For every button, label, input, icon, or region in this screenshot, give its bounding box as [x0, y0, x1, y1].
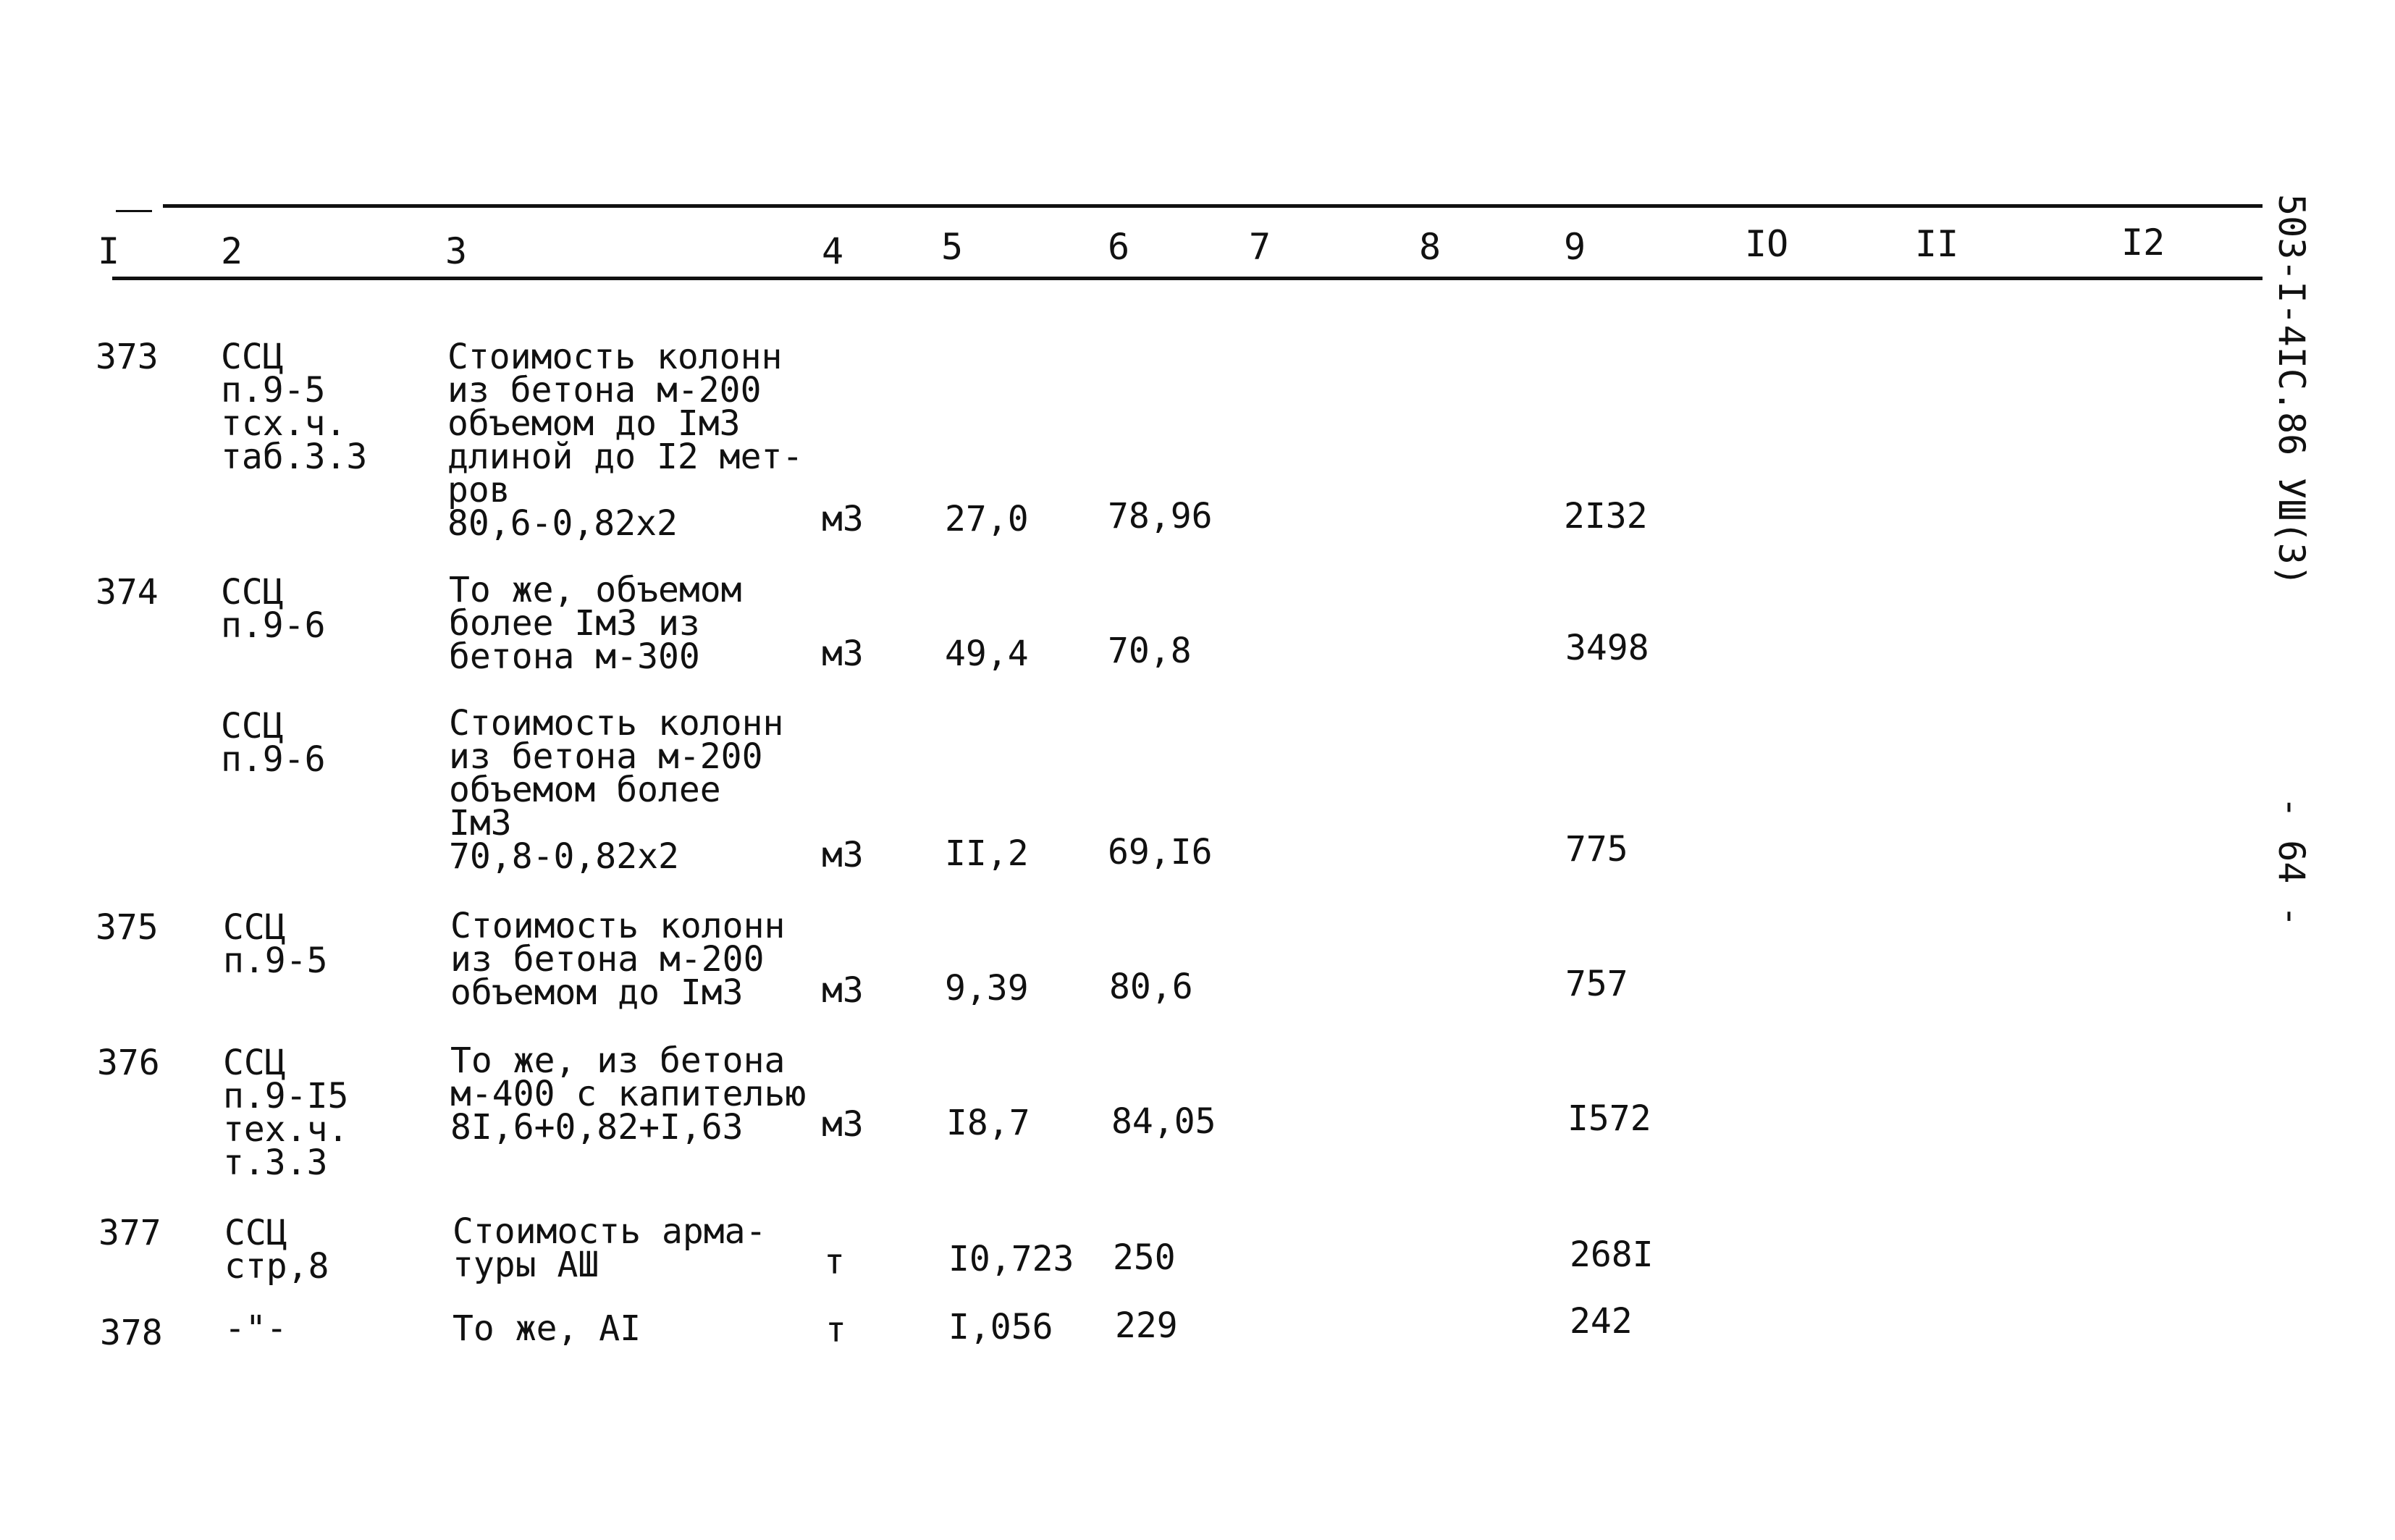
- row-total: I572: [1567, 1098, 1651, 1139]
- row-number: 373: [96, 337, 159, 377]
- row-description: Стоимость колонн из бетона м-200 объемом более Iм3 70,8-0,82x2: [449, 703, 784, 877]
- row-total: 268I: [1570, 1234, 1654, 1275]
- row-unit-price: 80,6: [1109, 967, 1193, 1007]
- header-col-2: 2: [221, 230, 243, 272]
- header-col-4: 4: [822, 230, 844, 272]
- row-unit: т: [825, 1310, 846, 1350]
- row-description: То же, из бетона м-400 с капителью 8I,6+0,82+I,63: [450, 1040, 807, 1148]
- row-unit: м3: [822, 835, 864, 875]
- row-quantity: I8,7: [946, 1103, 1030, 1143]
- row-description: То же, объемом более Iм3 из бетона м-300: [449, 570, 742, 677]
- row-number: 377: [98, 1213, 161, 1253]
- header-col-10: IO: [1745, 223, 1789, 265]
- row-source: ССЦ п.9-6: [221, 706, 326, 780]
- top-rule: [163, 204, 2263, 208]
- header-col-8: 8: [1419, 226, 1441, 268]
- row-source: ССЦ п.9-5: [223, 907, 328, 981]
- row-source: ССЦ п.9-5 тсх.ч. таб.3.3: [221, 337, 368, 477]
- header-col-1: I: [98, 230, 120, 272]
- header-col-6: 6: [1108, 226, 1130, 268]
- row-total: 3498: [1565, 628, 1649, 668]
- row-total: 775: [1565, 829, 1628, 870]
- row-quantity: I0,723: [948, 1239, 1074, 1279]
- row-unit-price: 69,I6: [1108, 832, 1213, 872]
- row-unit-price: 84,05: [1111, 1101, 1216, 1142]
- row-source: ССЦ стр,8: [224, 1213, 329, 1287]
- row-unit-price: 78,96: [1108, 496, 1213, 537]
- document-code: 503-I-4IC.86 УШ(3): [2270, 194, 2312, 586]
- row-total: 2I32: [1564, 496, 1648, 537]
- row-number: 378: [100, 1313, 163, 1353]
- row-source: ССЦ п.9-6: [221, 572, 326, 646]
- row-description: Стоимость арма- туры АШ: [453, 1211, 767, 1285]
- row-unit: м3: [822, 1104, 864, 1145]
- header-col-7: 7: [1249, 226, 1271, 268]
- row-quantity: II,2: [945, 833, 1029, 874]
- header-col-9: 9: [1564, 226, 1586, 268]
- header-col-11: II: [1915, 223, 1959, 265]
- row-total: 242: [1570, 1301, 1633, 1342]
- header-bottom-rule: [112, 277, 2263, 280]
- row-unit-price: 229: [1115, 1305, 1178, 1346]
- row-quantity: 9,39: [945, 968, 1029, 1009]
- row-quantity: I,056: [948, 1307, 1053, 1347]
- row-unit: т: [824, 1242, 845, 1282]
- page-number: - 64 -: [2270, 796, 2312, 927]
- header-col-12: I2: [2121, 222, 2165, 264]
- row-unit: м3: [822, 499, 864, 539]
- row-unit-price: 250: [1113, 1237, 1176, 1278]
- row-description: Стоимость колонн из бетона м-200 объемом до Iм3 длиной до I2 мет- ров 80,6-0,82x2: [447, 337, 804, 544]
- row-number: 375: [96, 907, 159, 948]
- row-total: 757: [1565, 964, 1628, 1004]
- row-source: ССЦ п.9-I5 тех.ч. т.3.3: [223, 1043, 349, 1183]
- row-unit-price: 70,8: [1108, 631, 1192, 671]
- row-quantity: 27,0: [945, 499, 1029, 539]
- row-unit: м3: [822, 634, 864, 674]
- row-description: То же, AI: [453, 1308, 641, 1349]
- row-unit: м3: [822, 970, 864, 1011]
- header-col-5: 5: [941, 226, 964, 268]
- top-rule-short: [116, 210, 152, 212]
- row-number: 376: [97, 1043, 160, 1083]
- row-description: Стоимость колонн из бетона м-200 объемом до Iм3: [450, 906, 786, 1013]
- row-source: -"-: [224, 1308, 287, 1349]
- row-quantity: 49,4: [945, 634, 1029, 674]
- row-number: 374: [96, 572, 159, 613]
- header-col-3: 3: [445, 230, 468, 272]
